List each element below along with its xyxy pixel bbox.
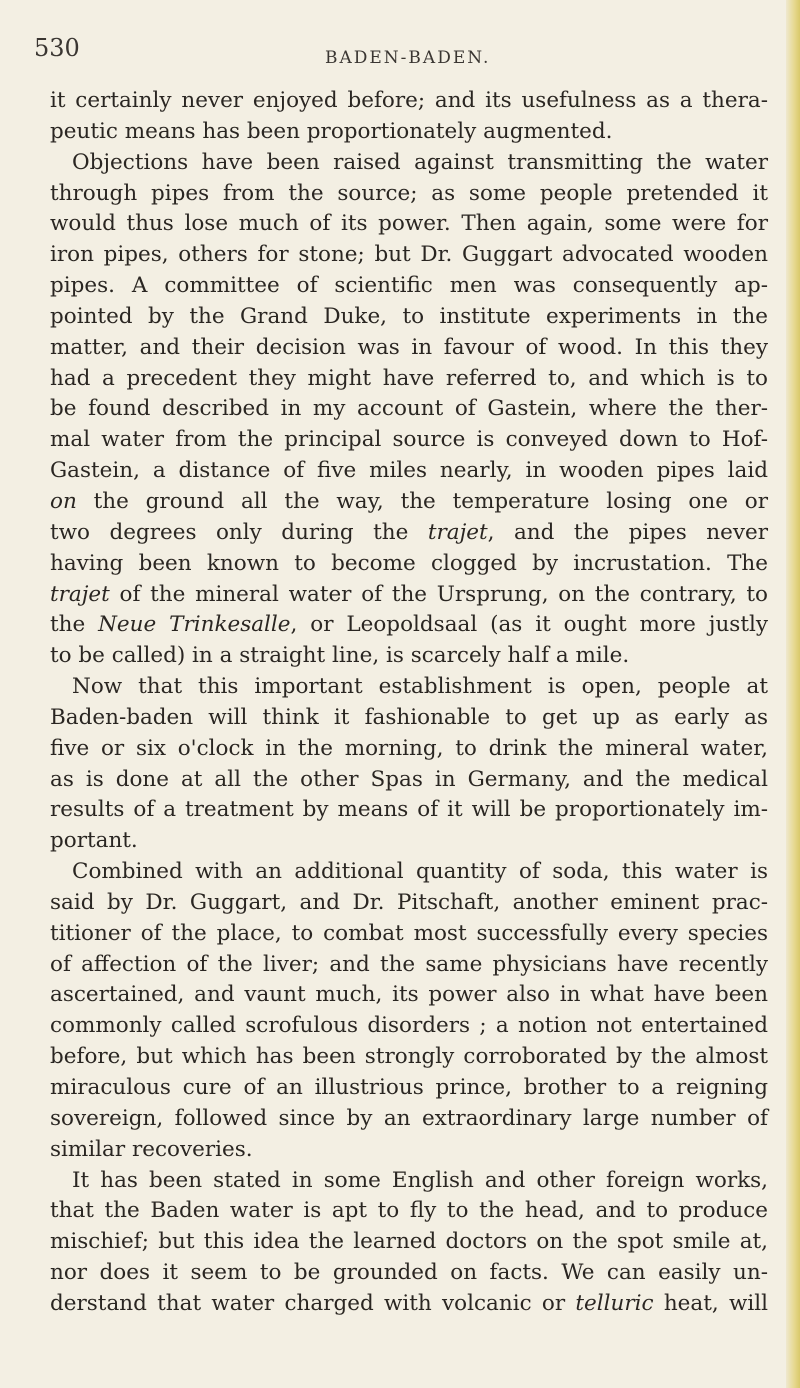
text-line: be found described in my account of Gastein, where the ther- [50,396,768,422]
text-line: iron pipes, others for stone; but Dr. Guggart advocated wooden [50,242,768,268]
text-line: results of a treatment by means of it will be proportionately im- [50,797,768,823]
text-line: would thus lose much of its power. Then again, some were for [50,211,768,237]
page-header [34,34,760,74]
text-line: that the Baden water is apt to fly to the head, and to produce [50,1198,768,1224]
text-line: through pipes from the source; as some people pretended it [50,180,768,206]
text-line: before, but which has been strongly corroborated by the almost [50,1044,768,1070]
text-line: matter, and their decision was in favour of wood. In this they [50,334,768,360]
text-line: the Neue Trinkesalle, or Leopoldsaal (as it ought more justly [50,612,768,638]
text-line: pointed by the Grand Duke, to institute experiments in the [50,303,768,329]
text-line: nor does it seem to be grounded on facts. We can easily un- [50,1260,768,1286]
text-line: portant. [50,828,138,854]
text-line: to be called) in a straight line, is scarcely half a mile. [50,643,630,669]
body-text [50,86,768,1320]
page-edge [786,0,800,1388]
text-line: Gastein, a distance of five miles nearly, in wooden pipes laid [50,458,768,484]
text-line: five or six o'clock in the morning, to drink the mineral water, [50,735,768,761]
text-line: Combined with an additional quantity of soda, this water is [72,859,768,885]
text-line: said by Dr. Guggart, and Dr. Pitschaft, another eminent prac- [50,889,768,915]
text-line: trajet of the mineral water of the Ursprung, on the contrary, to [50,581,768,607]
text-line: It has been stated in some English and other foreign works, [72,1167,768,1193]
running-title: BADEN-BADEN. [325,48,491,68]
text-line: miraculous cure of an illustrious prince, brother to a reigning [50,1075,768,1100]
page-number: 530 [34,34,80,62]
text-line: of affection of the liver; and the same physicians have recently [50,951,768,977]
text-line: peutic means has been proportionately augmented. [50,118,613,144]
text-line: had a precedent they might have referred to, and which is to [50,365,768,391]
text-line: mischief; but this idea the learned doctors on the spot smile at, [50,1229,768,1255]
text-line: Objections have been raised against transmitting the water [72,149,768,175]
text-line: titioner of the place, to combat most successfully every species [50,920,768,946]
text-line: derstand that water charged with volcanic or telluric heat, will [50,1290,768,1316]
text-line: Baden-baden will think it fashionable to get up as early as [50,704,768,730]
text-line: having been known to become clogged by incrustation. The [50,550,768,576]
text-line: it certainly never enjoyed before; and its usefulness as a thera- [50,88,768,113]
text-line: sovereign, followed since by an extraordinary large number of [50,1105,768,1131]
text-line: ascertained, and vaunt much, its power also in what have been [50,982,768,1008]
text-line: similar recoveries. [50,1136,253,1162]
text-line: mal water from the principal source is conveyed down to Hof- [50,427,768,453]
text-line: Now that this important establishment is open, people at [72,674,768,700]
text-line: on the ground all the way, the temperature losing one or [50,488,768,514]
text-line: pipes. A committee of scientific men was consequently ap- [50,273,768,299]
text-line: two degrees only during the trajet, and the pipes never [50,519,768,545]
text-line: commonly called scrofulous disorders ; a notion not entertained [50,1013,768,1039]
text-line: as is done at all the other Spas in Germany, and the medical [50,766,768,792]
